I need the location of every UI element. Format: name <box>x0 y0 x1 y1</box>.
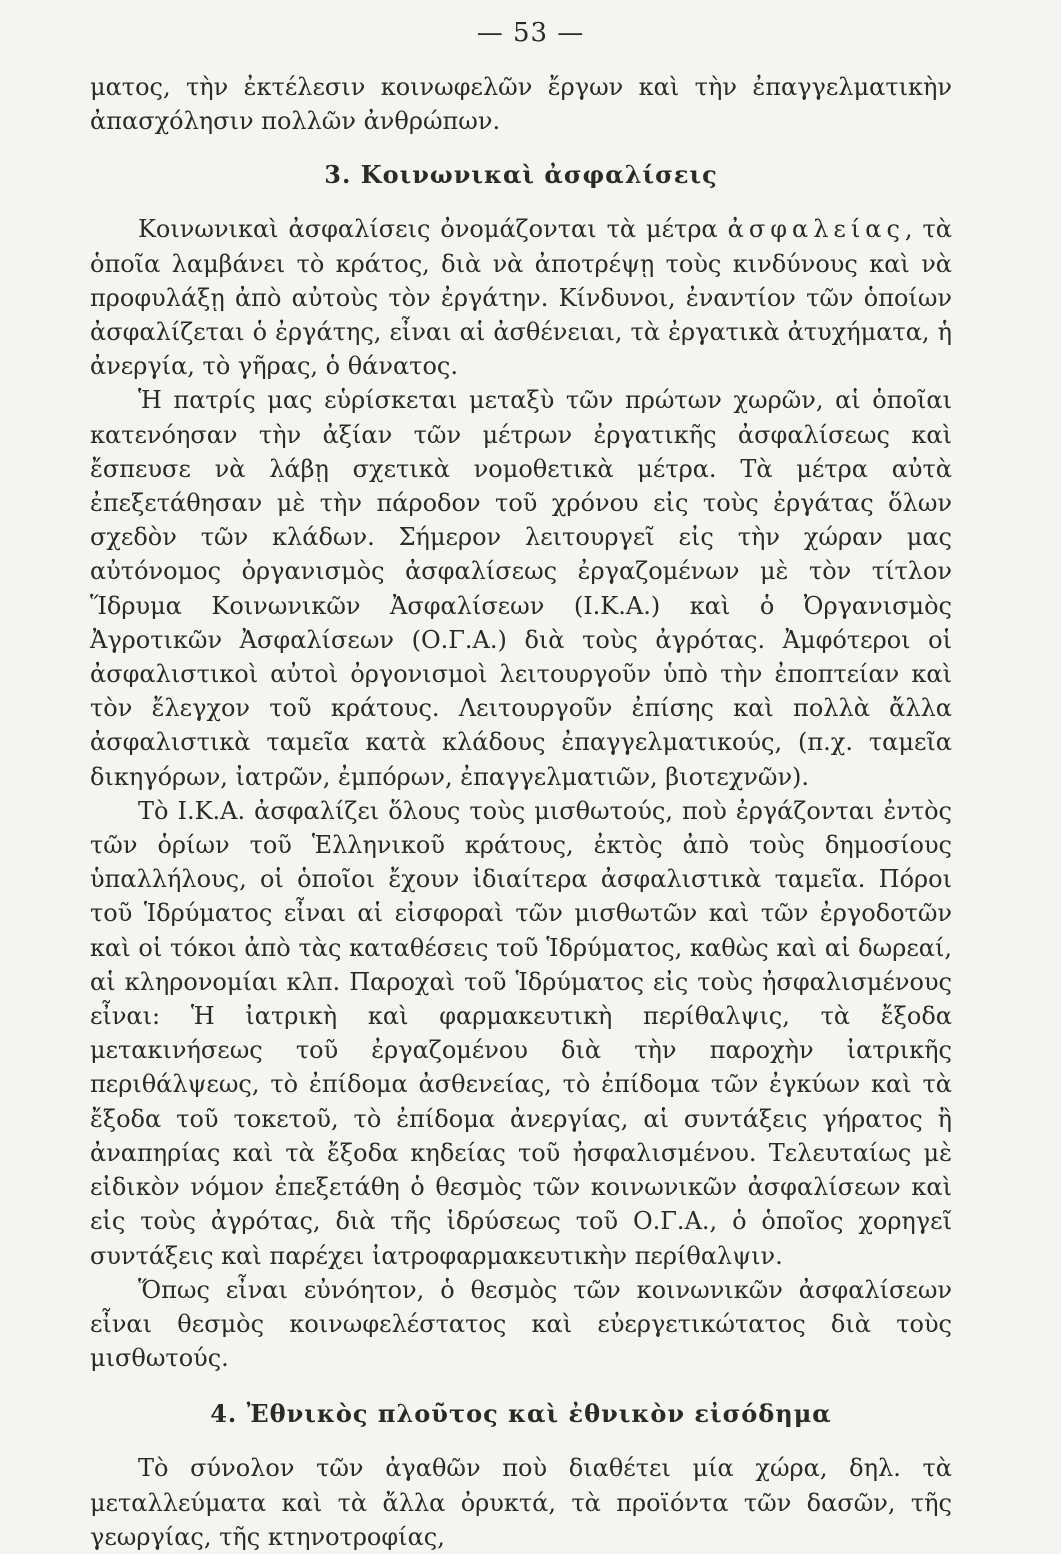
paragraph-1-start: Κοινωνικαὶ ἀσφαλίσεις ὀνομάζονται τὰ μέτρα <box>138 215 718 244</box>
page-number: — 53 — <box>476 18 585 48</box>
section-3-paragraph-4: Ὅπως εἶναι εὐνόητον, ὁ θεσμὸς τῶν κοινωνικῶν ἀσφαλίσεων εἶναι θεσμὸς κοινωφελέστατος καὶ εὐεργετικώτατος διὰ τοὺς μισθωτούς. <box>90 1275 952 1373</box>
section-3-paragraph-3: Τὸ Ι.Κ.Α. ἀσφαλίζει ὅλους τοὺς μισθωτούς, ποὺ ἐργάζονται ἐντὸς τῶν ὁρίων τοῦ Ἑλληνικοῦ κράτους, ἐκτὸς ἀπὸ τοὺς δημοσίους ὑπαλλήλους, οἱ ὁποῖοι ἔχουν ἰδιαίτερα ἀσφαλιστικὰ ταμεῖα. Πόροι τοῦ Ἱδρύματος εἶναι αἱ εἰσφοραὶ τῶν μισθωτῶν καὶ τῶν ἐργοδοτῶν καὶ οἱ τόκοι ἀπὸ τὰς καταθέσεις τοῦ Ἱδρύματος, καθὼς καὶ αἱ δωρεαί, αἱ κληρονομίαι κλπ. Παροχαὶ τοῦ Ἱδρύματος εἰς τοὺς ἠσφαλισμένους εἶναι: Ἡ ἰατρικὴ καὶ φαρμακευτικὴ περίθαλψις, τὰ ἔξοδα μετακινήσεως τοῦ ἐργαζομένου διὰ τὴν παροχὴν ἰατρικῆς περιθάλψεως, τὸ ἐπίδομα ἀσθενείας, τὸ ἐπίδομα τῶν ἐγκύων καὶ τὰ ἔξοδα τοῦ τοκετοῦ, τὸ ἐπίδομα ἀνεργίας, αἱ συντάξεις γήρατος ἢ ἀναπηρίας καὶ τὰ ἔξοδα κηδείας τοῦ ἠσφαλισμένου. Τελευταίως μὲ εἰδικὸν νόμον ἐπεξετάθη ὁ θεσμὸς τῶν κοινωνικῶν ἀσφαλίσεων καὶ εἰς τοὺς ἀγρότας, διὰ τῆς ἱδρύσεως τοῦ Ο.Γ.Α., ὁ ὁποῖος χορηγεῖ συντάξεις καὶ παρέχει ἰατροφαρμακευτικὴν περίθαλψιν. <box>90 796 952 1270</box>
section-4-paragraph-1: Τὸ σύνολον τῶν ἀγαθῶν ποὺ διαθέτει μία χώρα, δηλ. τὰ μεταλλεύματα καὶ τὰ ἄλλα ὀρυκτά, τὰ προϊόντα τῶν δασῶν, τῆς γεωργίας, τῆς κτηνοτροφίας, <box>90 1454 952 1551</box>
section-3-heading: 3. Κοινωνικαὶ ἀσφαλίσεις <box>324 160 718 190</box>
spaced-word: ἀσφαλείας <box>727 215 905 244</box>
section-3-paragraph-2: Ἡ πατρίς μας εὑρίσκεται μεταξὺ τῶν πρώτων χωρῶν, αἱ ὁποῖαι κατενόησαν τὴν ἀξίαν τῶν μέτρων ἐργατικῆς ἀσφαλίσεως καὶ ἔσπευσε νὰ λάβῃ σχετικὰ νομοθετικὰ μέτρα. Τὰ μέτρα αὐτὰ ἐπεξετάθησαν μὲ τὴν πάροδον τοῦ χρόνου εἰς τοὺς ἐργάτας ὅλων σχεδὸν τῶν κλάδων. Σήμερον λειτουργεῖ εἰς τὴν χώραν μας αὐτόνομος ὀργανισμὸς ἀσφαλίσεως ἐργαζομένων μὲ τὸν τίτλον Ἵδρυμα Κοινωνικῶν Ἀσφαλίσεων (Ι.Κ.Α.) καὶ ὁ Ὀργανισμὸς Ἀγροτικῶν Ἀσφαλίσεων (Ο.Γ.Α.) διὰ τοὺς ἀγρότας. Ἀμφότεροι οἱ ἀσφαλιστικοὶ αὐτοὶ ὀργονισμοὶ λειτουργοῦν ὑπὸ τὴν ἐποπτείαν καὶ τὸν ἔλεγχον τοῦ κράτους. Λειτουργοῦν ἐπίσης καὶ πολλὰ ἄλλα ἀσφαλιστικὰ ταμεῖα κατὰ κλάδους ἐπαγγελματικούς, (π.χ. ταμεῖα δικηγόρων, ἰατρῶν, ἐμπόρων, ἐπαγγελματιῶν, βιοτεχνῶν). <box>90 386 952 791</box>
section-4-heading: 4. Ἐθνικὸς πλοῦτος καὶ ἐθνικὸν εἰσόδημα <box>210 1399 832 1429</box>
section-3-paragraph-1 <box>90 212 952 383</box>
paragraph-1-rest: , τὰ ὁποῖα λαμβάνει τὸ κράτος, διὰ νὰ ἀποτρέψῃ τοὺς κινδύνους καὶ νὰ προφυλάξῃ ἀπὸ αὐτοὺς τὸν ἐργάτην. Κίνδυνοι, ἐναντίον τῶν ὁποίων ἀσφαλίζεται ὁ ἐργάτης, εἶναι αἱ ἀσθένειαι, τὰ ἐργατικὰ ἀτυχήματα, ἡ ἀνεργία, τὸ γῆρας, ὁ θάνατος. <box>90 215 952 381</box>
continuation-paragraph: ματος, τὴν ἐκτέλεσιν κοινωφελῶν ἔργων καὶ τὴν ἐπαγγελματικὴν ἀπασχόλησιν πολλῶν ἀνθρώπων. <box>90 73 952 136</box>
body-text <box>90 70 952 1554</box>
